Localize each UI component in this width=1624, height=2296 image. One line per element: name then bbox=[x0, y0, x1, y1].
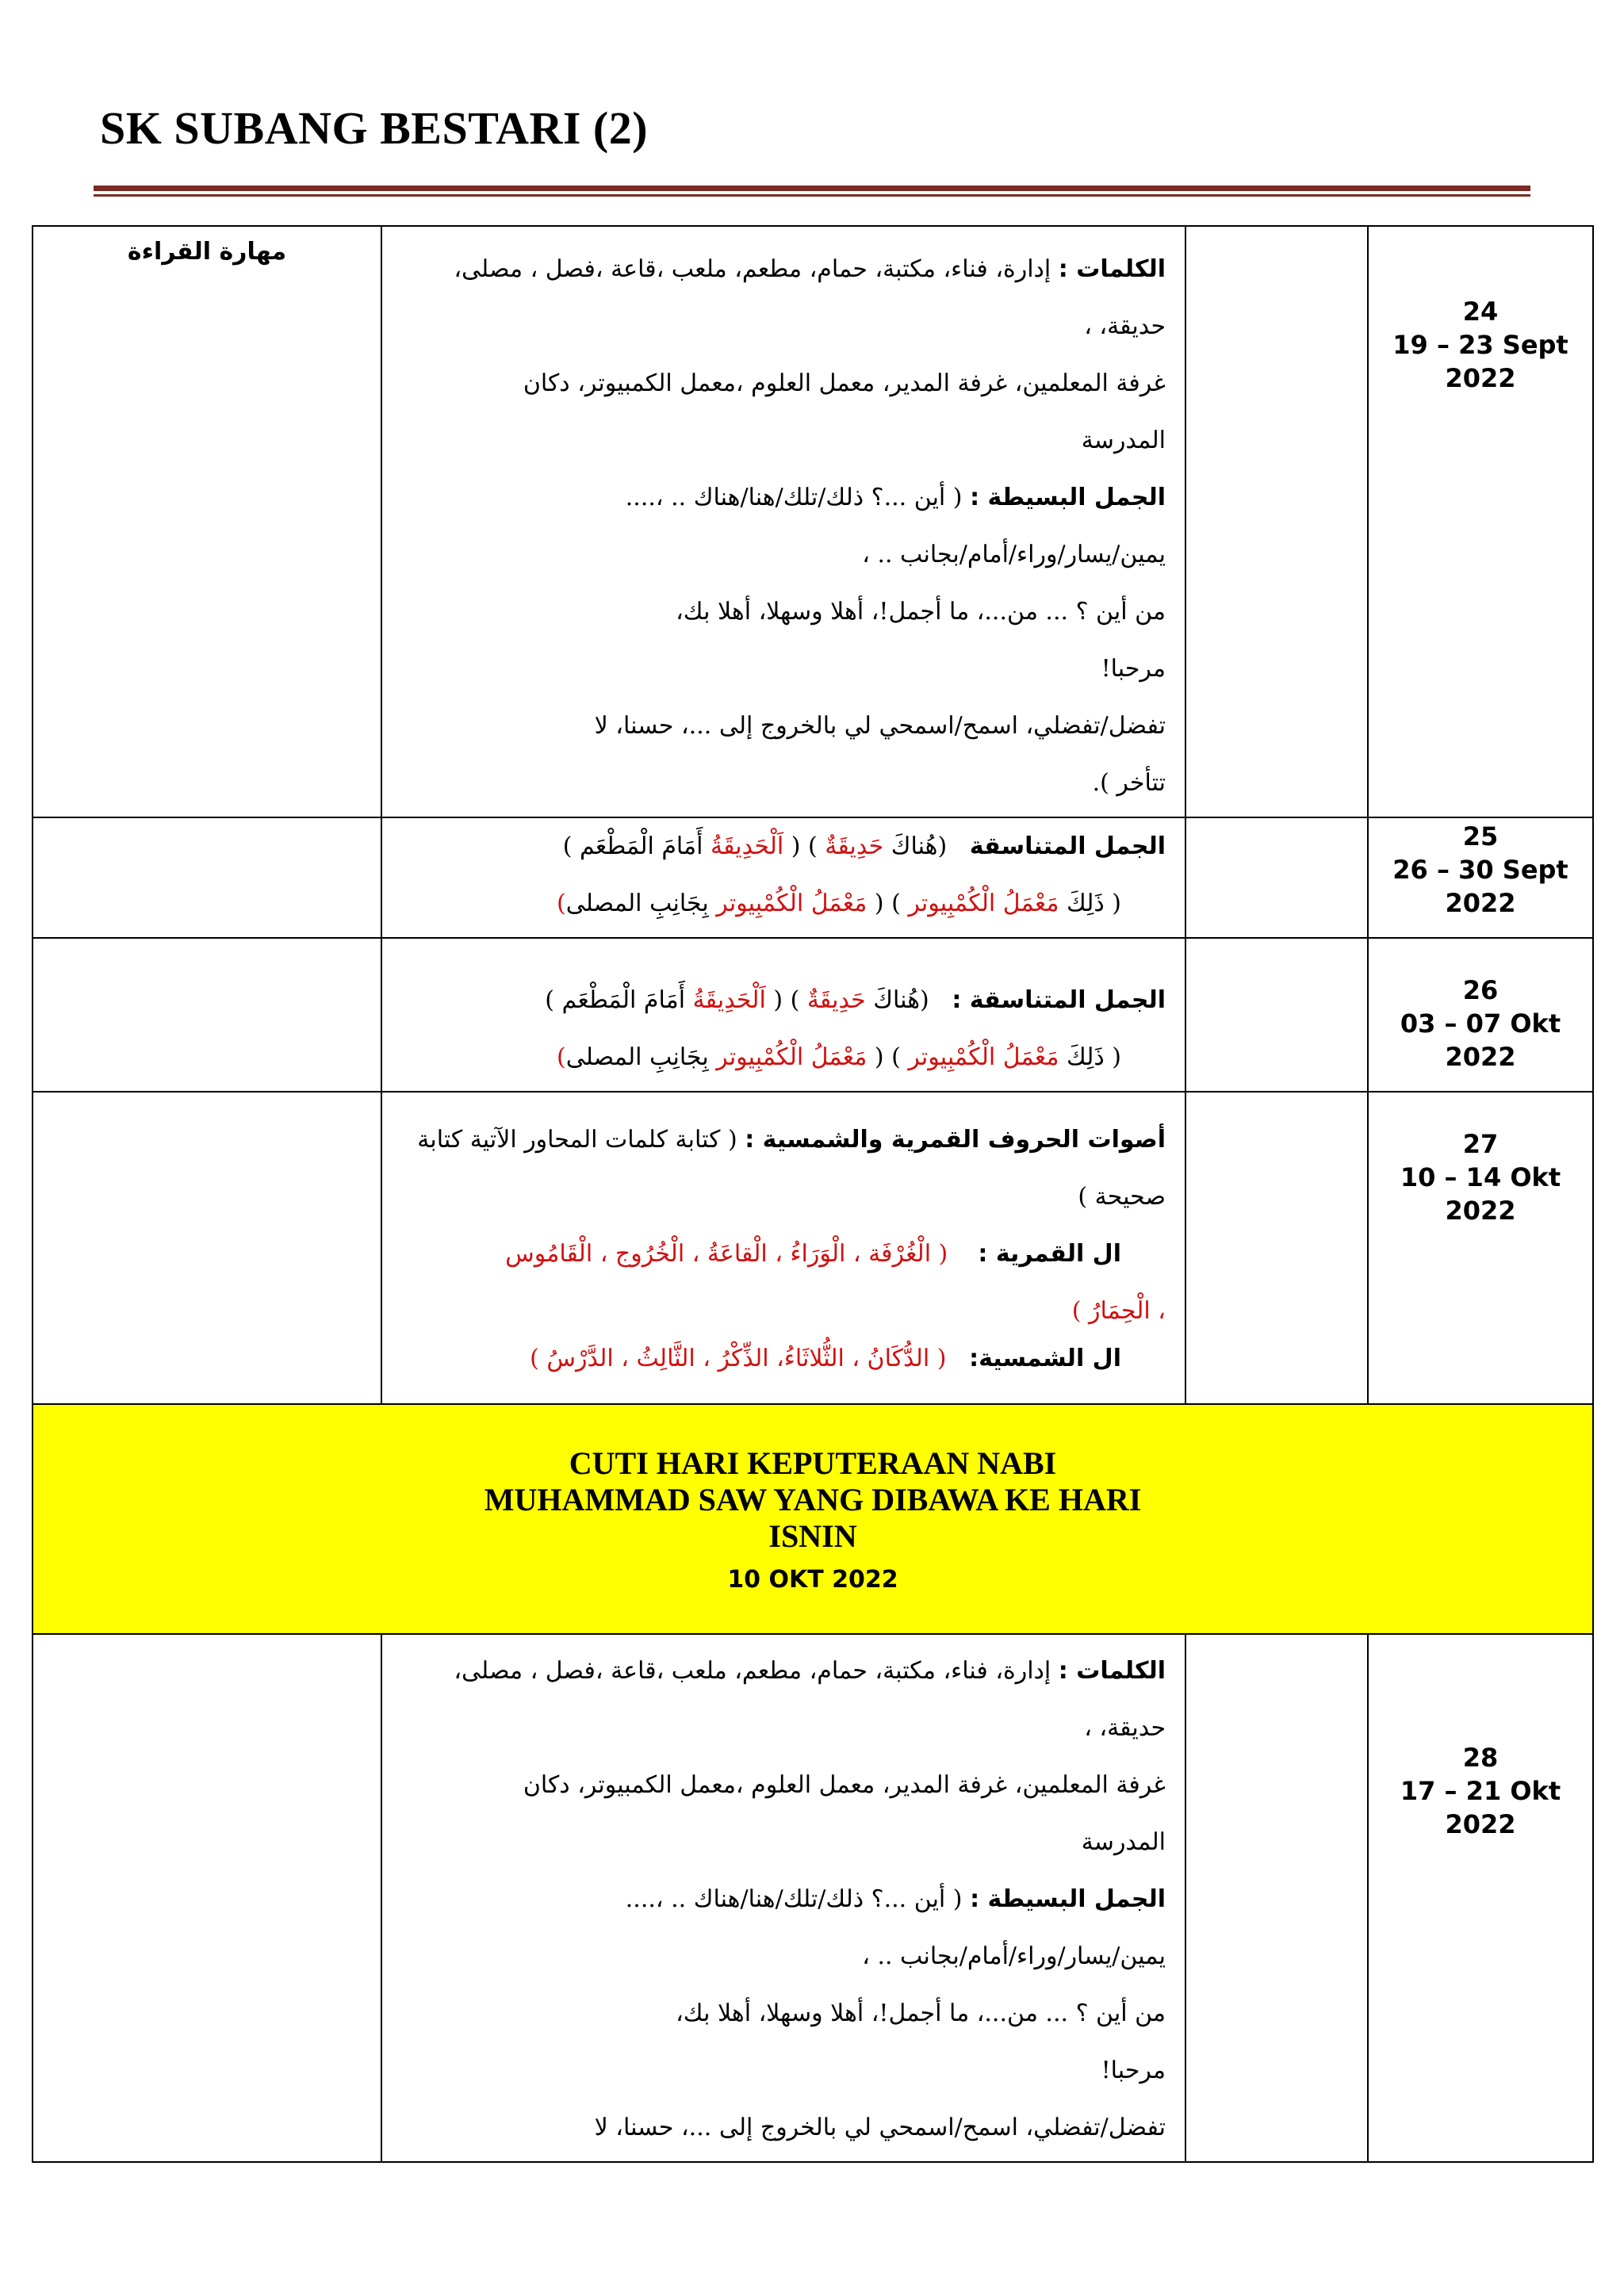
vocab-label: الكلمات : bbox=[1058, 1657, 1166, 1685]
simple-sentences-label: الجمل البسيطة : bbox=[970, 1885, 1166, 1913]
coherent-sentences-label: الجمل المتناسقة : bbox=[952, 986, 1166, 1014]
week-dates: 17 – 21 Okt bbox=[1400, 1776, 1561, 1806]
week-year: 2022 bbox=[1445, 888, 1516, 918]
content-cell: أصوات الحروف القمرية والشمسية : ( كتابة كلمات المحاور الآتية كتابة صحيحة ) ال القمرية : ( الْغُرْفَة ، الْوَرَاءُ ، الْقاعَةُ ، الْخُرُوج ، الْقَامُوس ، الْحِمَارُ ) ال الشمسية: ( الدُّكَانُ ، الثُّلاثَاءُ، الذِّكْرُ ، الثَّالِثُ ، الدَّرْسُ ) bbox=[381, 1092, 1185, 1404]
week-number: 28 bbox=[1462, 1743, 1499, 1773]
skill-cell bbox=[33, 1634, 381, 2162]
week-cell bbox=[1368, 226, 1593, 817]
sentence-line: ( أين ...؟ ذلك/تلك/هنا/هناك .. ،.... bbox=[625, 484, 963, 511]
shamsiyyah-words: ( الدُّكَانُ ، الثُّلاثَاءُ، الذِّكْرُ ، الثَّالِثُ ، الدَّرْسُ ) bbox=[530, 1345, 947, 1372]
empty-cell bbox=[1185, 1092, 1368, 1404]
sentence-line: من أين ؟ ... من...، ما أجمل!، أهلا وسهلا، أهلا بك، bbox=[676, 598, 1166, 626]
holiday-banner bbox=[33, 1404, 1593, 1634]
table-row bbox=[33, 1634, 1593, 2162]
holiday-title: CUTI HARI KEPUTERAAN NABI bbox=[569, 1445, 1057, 1481]
skill-cell bbox=[33, 1092, 381, 1404]
vocab-line: إدارة، فناء، مكتبة، حمام، مطعم، ملعب ،قاعة ،فصل ، مصلى، bbox=[454, 255, 1051, 283]
week-dates: 26 – 30 Sept bbox=[1392, 855, 1568, 885]
sentence-line: ( أين ...؟ ذلك/تلك/هنا/هناك .. ،.... bbox=[625, 1885, 963, 1913]
sentence-line: تفضل/تفضلي، اسمح/اسمحي لي بالخروج إلى ...، حسنا، لا bbox=[594, 712, 1166, 740]
week-cell bbox=[1368, 1634, 1593, 2162]
vocab-line: غرفة المعلمين، غرفة المدير، معمل العلوم ،معمل الكمبيوتر، دكان bbox=[523, 369, 1166, 397]
qamariyyah-words: ( الْغُرْفَة ، الْوَرَاءُ ، الْقاعَةُ ، الْخُرُوج ، الْقَامُوس bbox=[505, 1240, 948, 1268]
sentence-line: مرحبا! bbox=[1101, 2057, 1166, 2084]
table-row bbox=[33, 817, 1593, 938]
skill-cell bbox=[33, 938, 381, 1092]
holiday-title: MUHAMMAD SAW YANG DIBAWA KE HARI bbox=[484, 1481, 1142, 1517]
week-number: 27 bbox=[1462, 1129, 1499, 1159]
shamsiyyah-label: ال الشمسية: bbox=[969, 1345, 1121, 1372]
week-cell bbox=[1368, 817, 1593, 938]
week-year: 2022 bbox=[1445, 1042, 1516, 1072]
vocab-line: المدرسة bbox=[1081, 1828, 1166, 1856]
vocab-line: المدرسة bbox=[1081, 427, 1166, 454]
table-row bbox=[33, 938, 1593, 1092]
sentence-line: مرحبا! bbox=[1101, 655, 1166, 683]
week-number: 26 bbox=[1462, 975, 1499, 1005]
empty-cell bbox=[1185, 817, 1368, 938]
coherent-sentences-label: الجمل المتناسقة bbox=[969, 832, 1166, 860]
header-rule-thin bbox=[94, 194, 1530, 197]
week-year: 2022 bbox=[1445, 1809, 1516, 1839]
week-dates: 03 – 07 Okt bbox=[1400, 1008, 1561, 1039]
vocab-line: إدارة، فناء، مكتبة، حمام، مطعم، ملعب ،قاعة ،فصل ، مصلى، bbox=[454, 1657, 1051, 1685]
content-cell: الجمل المتناسقة : (هُناكَ حَدِيقَةٌ ) ( اَلْحَدِيقَةُ أَمَامَ الْمَطْعَم ) ( ذَلِكَ مَعْمَلُ الْكُمْبِيوتر ) ( مَعْمَلُ الْكُمْبِيوتر بِجَانِبِ المصلى) bbox=[381, 938, 1185, 1092]
empty-cell bbox=[1185, 226, 1368, 817]
vocab-line: حديقة، ، bbox=[1084, 1714, 1166, 1742]
table-row bbox=[33, 226, 1593, 817]
content-cell bbox=[381, 226, 1185, 817]
week-year: 2022 bbox=[1445, 1196, 1516, 1226]
vocab-line: حديقة، ، bbox=[1084, 312, 1166, 340]
week-cell bbox=[1368, 938, 1593, 1092]
header-rule-thick bbox=[94, 186, 1530, 191]
week-year: 2022 bbox=[1445, 363, 1516, 393]
vocab-line: غرفة المعلمين، غرفة المدير، معمل العلوم ،معمل الكمبيوتر، دكان bbox=[523, 1771, 1166, 1799]
skill-cell bbox=[33, 226, 381, 817]
content-cell bbox=[381, 1634, 1185, 2162]
sentence-line: تتأخر ). bbox=[1092, 769, 1166, 797]
content-cell: الجمل المتناسقة (هُناكَ حَدِيقَةٌ ) ( اَلْحَدِيقَةُ أَمَامَ الْمَطْعَم ) ( ذَلِكَ مَعْمَلُ الْكُمْبِيوتر ) ( مَعْمَلُ الْكُمْبِيوتر بِجَانِبِ المصلى) bbox=[381, 817, 1185, 938]
sounds-label: أصوات الحروف القمرية والشمسية : bbox=[745, 1126, 1166, 1154]
week-dates: 19 – 23 Sept bbox=[1392, 330, 1568, 360]
empty-cell bbox=[1185, 938, 1368, 1092]
holiday-title: ISNIN bbox=[768, 1517, 857, 1554]
sentence-line: يمين/يسار/وراء/أمام/بجانب .. ، bbox=[862, 1942, 1166, 1970]
vocab-label: الكلمات : bbox=[1058, 255, 1166, 283]
holiday-date: 10 OKT 2022 bbox=[727, 1565, 898, 1594]
lesson-plan-table bbox=[32, 225, 1592, 2163]
week-cell bbox=[1368, 1092, 1593, 1404]
page-title: SK SUBANG BESTARI (2) bbox=[100, 102, 649, 154]
sentence-line: من أين ؟ ... من...، ما أجمل!، أهلا وسهلا، أهلا بك، bbox=[676, 1999, 1166, 2027]
table-row bbox=[33, 1092, 1593, 1404]
skill-label: مهارة القراءة bbox=[127, 238, 287, 266]
empty-cell bbox=[1185, 1634, 1368, 2162]
qamariyyah-label: ال القمرية : bbox=[978, 1240, 1121, 1268]
simple-sentences-label: الجمل البسيطة : bbox=[970, 484, 1166, 511]
sentence-line: يمين/يسار/وراء/أمام/بجانب .. ، bbox=[862, 541, 1166, 568]
sentence-line: تفضل/تفضلي، اسمح/اسمحي لي بالخروج إلى ...، حسنا، لا bbox=[594, 2114, 1166, 2141]
week-dates: 10 – 14 Okt bbox=[1400, 1162, 1561, 1192]
week-number: 25 bbox=[1462, 821, 1499, 851]
week-number: 24 bbox=[1462, 297, 1499, 327]
table-row bbox=[33, 1404, 1593, 1634]
skill-cell bbox=[33, 817, 381, 938]
